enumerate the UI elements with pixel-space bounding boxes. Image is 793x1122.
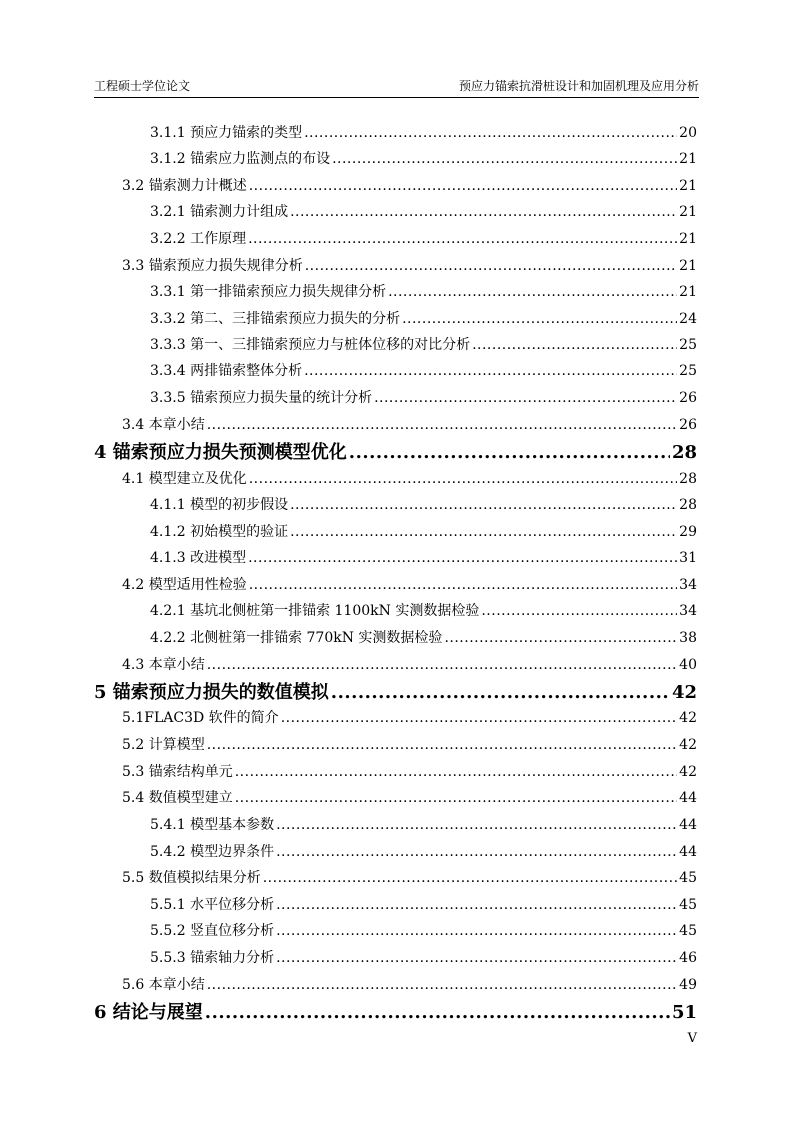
toc-dot-leader	[472, 337, 677, 353]
toc-entry-title: 4.2 模型适用性检验	[122, 577, 247, 593]
toc-dot-leader	[290, 524, 677, 540]
toc-entry[interactable]	[150, 308, 697, 328]
toc-entry-title: 5.5.1 水平位移分析	[150, 897, 275, 913]
toc-entry[interactable]	[150, 547, 697, 567]
toc-entry-page: 51	[671, 1002, 697, 1023]
toc-entry[interactable]	[150, 387, 697, 407]
toc-dot-leader	[276, 817, 677, 833]
toc-entry[interactable]	[94, 678, 697, 704]
toc-entry-title: 3.2 锚索测力计概述	[122, 178, 247, 194]
toc-entry-page: 24	[679, 311, 697, 327]
page-number: V	[687, 1031, 697, 1046]
toc-entry[interactable]	[122, 574, 697, 594]
toc-dot-leader	[207, 737, 677, 753]
toc-entry-page: 25	[679, 363, 697, 379]
toc-entry-title: 5.5.2 竖直位移分析	[150, 923, 275, 939]
toc-dot-leader	[276, 897, 677, 913]
toc-dot-leader	[402, 311, 677, 327]
toc-entry-title: 3.3.5 锚索预应力损失量的统计分析	[150, 390, 373, 406]
toc-entry[interactable]	[150, 281, 697, 301]
toc-entry-page: 26	[679, 390, 697, 406]
toc-entry-title: 3.3.4 两排锚索整体分析	[150, 363, 303, 379]
toc-entry-title: 5.4 数值模型建立	[122, 790, 233, 806]
toc-entry-page: 26	[679, 417, 697, 433]
toc-entry-page: 42	[679, 737, 697, 753]
toc-dot-leader	[276, 844, 677, 860]
toc-entry-page: 21	[679, 151, 697, 167]
toc-entry-title: 4.1.2 初始模型的验证	[150, 524, 289, 540]
toc-entry-title: 5.5.3 锚索轴力分析	[150, 950, 275, 966]
toc-entry[interactable]	[122, 707, 697, 727]
toc-entry[interactable]	[94, 998, 697, 1024]
toc-entry-page: 21	[679, 178, 697, 194]
toc-entry-page: 25	[679, 337, 697, 353]
toc-entry[interactable]	[150, 814, 697, 834]
toc-entry-page: 40	[679, 657, 697, 673]
toc-entry[interactable]	[150, 627, 697, 647]
toc-entry[interactable]	[122, 734, 697, 754]
toc-entry[interactable]	[122, 175, 697, 195]
toc-entry-page: 28	[679, 471, 697, 487]
toc-dot-leader	[263, 870, 677, 886]
header-thesis-type: 工程硕士学位论文	[94, 79, 191, 93]
toc-entry-title: 5.1FLAC3D 软件的简介	[122, 710, 279, 726]
toc-dot-leader	[276, 950, 677, 966]
toc-entry-title: 4.2.2 北侧桩第一排锚索 770kN 实测数据检验	[150, 630, 443, 646]
running-header	[94, 77, 699, 95]
toc-dot-leader	[290, 204, 677, 220]
toc-entry-page: 46	[679, 950, 697, 966]
toc-entry-page: 42	[679, 764, 697, 780]
toc-entry-title: 3.1.1 预应力锚索的类型	[150, 125, 303, 141]
toc-entry-title: 5.4.2 模型边界条件	[150, 844, 275, 860]
toc-entry-page: 49	[679, 977, 697, 993]
toc-entry-page: 38	[679, 630, 697, 646]
header-thesis-title: 预应力锚索抗滑桩设计和加固机理及应用分析	[458, 79, 699, 93]
toc-dot-leader	[205, 1002, 670, 1023]
toc-dot-leader	[374, 390, 677, 406]
toc-dot-leader	[444, 630, 677, 646]
toc-entry-page: 21	[679, 284, 697, 300]
toc-dot-leader	[290, 497, 677, 513]
toc-entry[interactable]	[150, 148, 697, 168]
toc-entry[interactable]	[122, 414, 697, 434]
toc-dot-leader	[481, 603, 677, 619]
toc-dot-leader	[249, 577, 677, 593]
toc-entry-title: 5.3 锚索结构单元	[122, 764, 233, 780]
toc-dot-leader	[235, 764, 677, 780]
toc-entry[interactable]	[122, 255, 697, 275]
toc-entry-title: 3.2.2 工作原理	[150, 231, 247, 247]
toc-entry-page: 44	[679, 844, 697, 860]
toc-entry-title: 3.3.3 第一、三排锚索预应力与桩体位移的对比分析	[150, 337, 471, 353]
toc-entry-page: 31	[679, 550, 697, 566]
toc-entry-page: 29	[679, 524, 697, 540]
toc-entry[interactable]	[150, 920, 697, 940]
toc-entry[interactable]	[122, 867, 697, 887]
toc-entry[interactable]	[150, 494, 697, 514]
toc-dot-leader	[276, 923, 677, 939]
toc-entry-page: 42	[671, 682, 697, 703]
toc-entry[interactable]	[150, 894, 697, 914]
toc-entry-title: 3.3.1 第一排锚索预应力损失规律分析	[150, 284, 387, 300]
toc-entry-title: 4.2.1 基坑北侧桩第一排锚索 1100kN 实测数据检验	[150, 603, 480, 619]
toc-dot-leader	[304, 363, 677, 379]
toc-entry-page: 21	[679, 258, 697, 274]
toc-dot-leader	[304, 125, 677, 141]
toc-entry[interactable]	[150, 334, 697, 354]
toc-dot-leader	[281, 710, 677, 726]
toc-entry-title: 4.1 模型建立及优化	[122, 471, 247, 487]
toc-dot-leader	[207, 657, 677, 673]
toc-dot-leader	[248, 550, 677, 566]
toc-dot-leader	[331, 682, 670, 703]
toc-entry-page: 45	[679, 923, 697, 939]
toc-entry-title: 3.3 锚索预应力损失规律分析	[122, 258, 303, 274]
toc-dot-leader	[349, 442, 670, 463]
toc-entry[interactable]	[122, 654, 697, 674]
toc-dot-leader	[235, 790, 677, 806]
toc-entry-page: 45	[679, 870, 697, 886]
toc-entry-page: 28	[671, 442, 697, 463]
toc-entry-page: 34	[679, 577, 697, 593]
toc-entry-page: 34	[679, 603, 697, 619]
toc-dot-leader	[305, 258, 677, 274]
toc-entry-page: 21	[679, 204, 697, 220]
toc-entry[interactable]	[150, 228, 697, 248]
toc-entry[interactable]	[94, 438, 697, 464]
toc-entry-title: 3.4 本章小结	[122, 417, 205, 433]
toc-entry[interactable]	[150, 841, 697, 861]
toc-dot-leader	[332, 151, 677, 167]
toc-entry-page: 21	[679, 231, 697, 247]
toc-entry-title: 5.4.1 模型基本参数	[150, 817, 275, 833]
toc-entry-title: 4 锚索预应力损失预测模型优化	[94, 442, 347, 463]
toc-entry[interactable]	[150, 947, 697, 967]
toc-entry-page: 45	[679, 897, 697, 913]
toc-entry-title: 3.2.1 锚索测力计组成	[150, 204, 289, 220]
toc-dot-leader	[249, 178, 677, 194]
toc-entry[interactable]	[122, 761, 697, 781]
toc-entry-title: 3.3.2 第二、三排锚索预应力损失的分析	[150, 311, 401, 327]
toc-entry-page: 28	[679, 497, 697, 513]
toc-dot-leader	[388, 284, 677, 300]
toc-entry[interactable]	[122, 974, 697, 994]
toc-entry[interactable]	[122, 468, 697, 488]
toc-entry-title: 5.6 本章小结	[122, 977, 205, 993]
toc-entry-page: 20	[679, 125, 697, 141]
toc-entry-page: 42	[679, 710, 697, 726]
toc-entry-page: 44	[679, 817, 697, 833]
toc-entry-title: 4.3 本章小结	[122, 657, 205, 673]
toc-entry-title: 3.1.2 锚索应力监测点的布设	[150, 151, 331, 167]
toc-entry-title: 5.2 计算模型	[122, 737, 205, 753]
toc-entry-title: 6 结论与展望	[94, 1002, 203, 1023]
toc-dot-leader	[249, 471, 677, 487]
header-divider	[94, 97, 699, 98]
toc-entry[interactable]	[150, 521, 697, 541]
toc-entry-page: 44	[679, 790, 697, 806]
toc-entry[interactable]	[150, 122, 697, 142]
toc-entry[interactable]	[150, 360, 697, 380]
toc-dot-leader	[207, 977, 677, 993]
toc-dot-leader	[248, 231, 677, 247]
toc-entry[interactable]	[150, 201, 697, 221]
toc-entry-title: 5.5 数值模拟结果分析	[122, 870, 261, 886]
toc-entry[interactable]	[150, 600, 697, 620]
toc-entry-title: 4.1.3 改进模型	[150, 550, 247, 566]
toc-entry-title: 4.1.1 模型的初步假设	[150, 497, 289, 513]
toc-dot-leader	[207, 417, 677, 433]
toc-entry-title: 5 锚索预应力损失的数值模拟	[94, 682, 329, 703]
toc-entry[interactable]	[122, 787, 697, 807]
